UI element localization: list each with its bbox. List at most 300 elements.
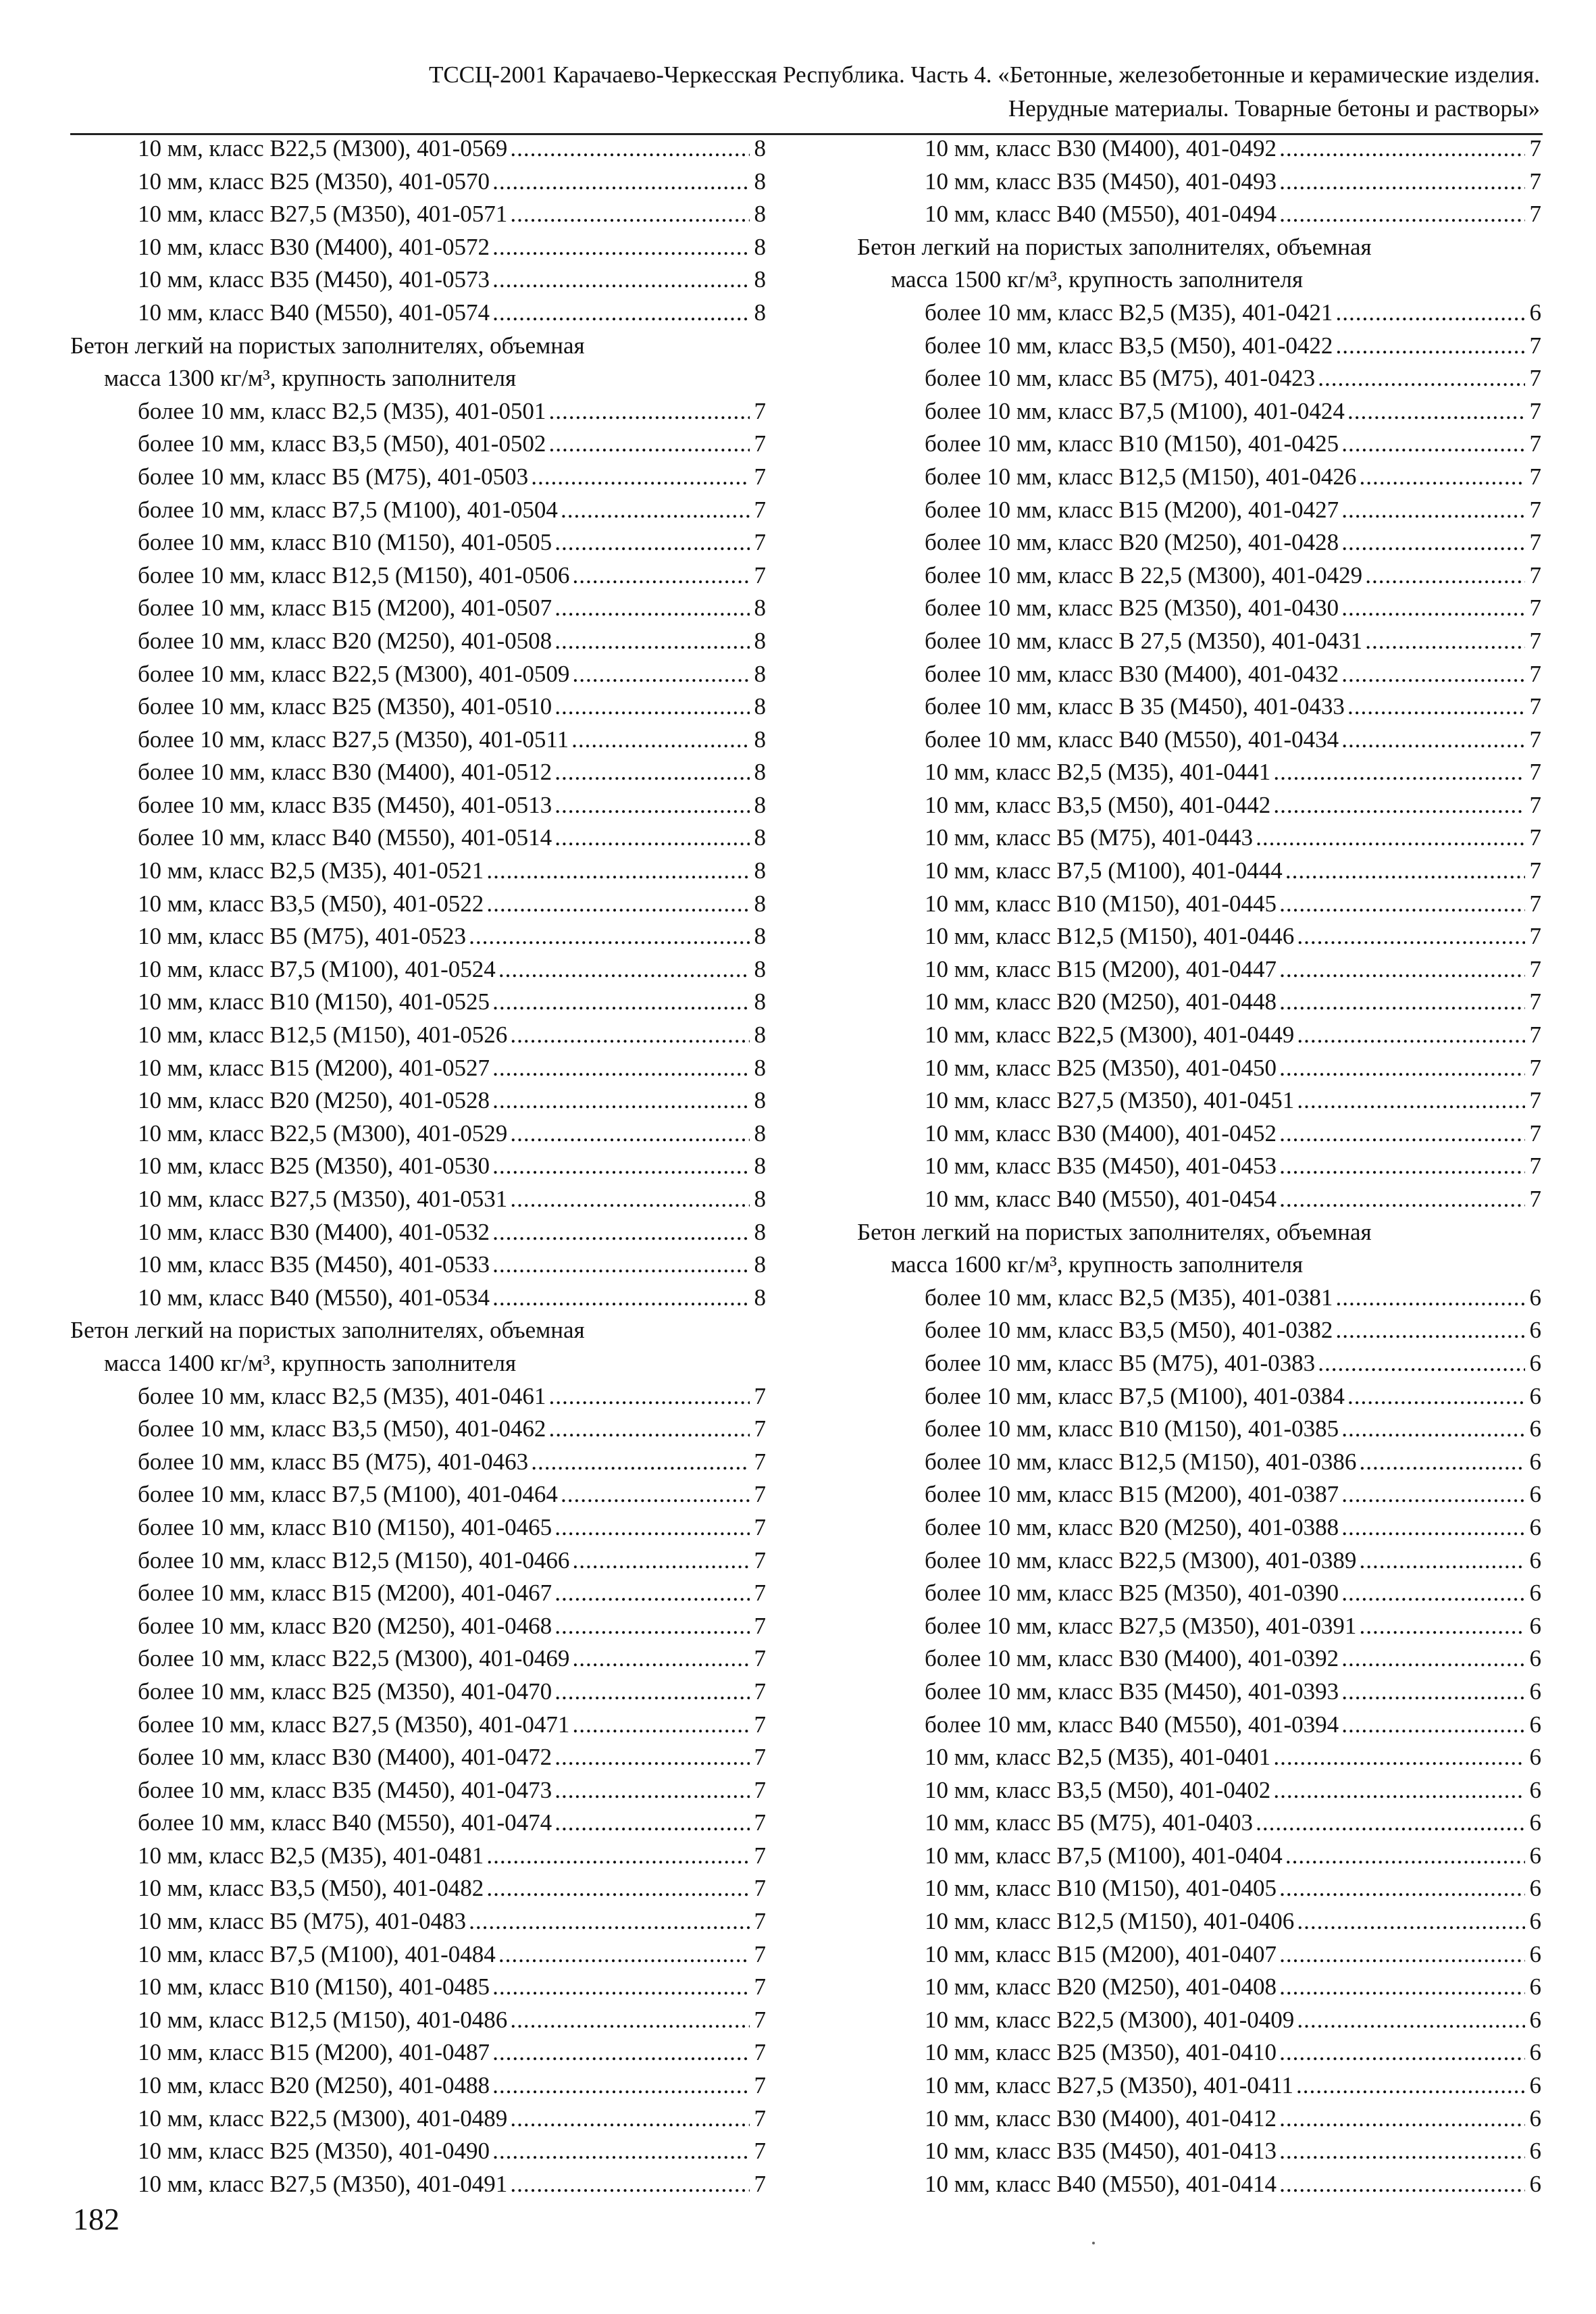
index-entry: [70, 1774, 766, 1807]
dot-leader: [555, 625, 750, 658]
entry-page-number: 7: [1529, 923, 1541, 950]
entry-text: более 10 мм, класс В15 (М200), 401-0507: [138, 595, 552, 622]
entry-page-number: 7: [1529, 529, 1541, 556]
index-entry: [857, 1150, 1541, 1183]
section-heading-continuation: [857, 1249, 1541, 1282]
dot-leader: [1279, 132, 1525, 166]
entry-text: более 10 мм, класс В30 (М400), 401-0432: [925, 660, 1339, 687]
entry-page-number: 8: [754, 791, 766, 818]
entry-page-number: 6: [1529, 1809, 1541, 1836]
index-entry: [70, 1872, 766, 1905]
entry-page-number: 6: [1529, 1580, 1541, 1607]
entry-page-number: 7: [754, 2138, 766, 2165]
entry-text: более 10 мм, класс В30 (М400), 401-0392: [925, 1645, 1339, 1672]
entry-text: более 10 мм, класс В10 (М150), 401-0385: [925, 1415, 1339, 1442]
index-entry: [70, 756, 766, 789]
dot-leader: [486, 1872, 750, 1905]
dot-leader: [469, 1905, 750, 1938]
entry-text: более 10 мм, класс В10 (М150), 401-0465: [138, 1513, 552, 1540]
entry-text: 10 мм, класс В30 (М400), 401-0492: [925, 135, 1277, 161]
dot-leader: [1341, 592, 1525, 625]
heading-text: Бетон легкий на пористых заполнителях, объемная: [70, 332, 585, 359]
entry-page-number: 6: [1529, 1711, 1541, 1738]
dot-leader: [1297, 1905, 1525, 1938]
entry-page-number: 8: [754, 955, 766, 982]
index-entry: [70, 1216, 766, 1249]
entry-text: более 10 мм, класс В12,5 (М150), 401-0466: [138, 1546, 570, 1574]
index-entry: [70, 986, 766, 1019]
index-entry: [857, 1314, 1541, 1347]
dot-leader: [555, 1577, 750, 1610]
dot-leader: [1279, 1872, 1525, 1905]
entry-text: более 10 мм, класс В22,5 (М300), 401-0469: [138, 1645, 570, 1672]
index-entry: [70, 395, 766, 428]
entry-page-number: 6: [1529, 1875, 1541, 1902]
dot-leader: [1297, 1019, 1525, 1052]
dot-leader: [492, 2069, 750, 2103]
dot-leader: [555, 1511, 750, 1544]
entry-page-number: 6: [1529, 1678, 1541, 1705]
index-entry: [857, 166, 1541, 199]
entry-text: более 10 мм, класс В40 (М550), 401-0394: [925, 1711, 1339, 1738]
entry-page-number: 7: [1529, 1120, 1541, 1147]
entry-page-number: 7: [754, 529, 766, 556]
index-entry: [857, 132, 1541, 166]
entry-text: более 10 мм, класс В27,5 (М350), 401-0391: [925, 1612, 1357, 1639]
section-heading: [857, 231, 1541, 264]
entry-page-number: 8: [754, 1251, 766, 1278]
index-entry: [70, 592, 766, 625]
entry-page-number: 7: [1529, 430, 1541, 457]
index-entry: [857, 461, 1541, 494]
index-entry: [857, 855, 1541, 888]
entry-text: 10 мм, класс В27,5 (М350), 401-0571: [138, 201, 508, 228]
dot-leader: [1273, 1774, 1525, 1807]
entry-page-number: 7: [1529, 168, 1541, 195]
entry-page-number: 8: [754, 1054, 766, 1081]
index-entry: [70, 494, 766, 527]
index-entry: [857, 1019, 1541, 1052]
index-entry: [70, 297, 766, 330]
entry-page-number: 8: [754, 135, 766, 161]
section-heading: [70, 1314, 766, 1347]
entry-text: 10 мм, класс В27,5 (М350), 401-0491: [138, 2170, 508, 2197]
entry-page-number: 6: [1529, 2138, 1541, 2165]
dot-leader: [492, 2135, 750, 2168]
entry-page-number: 7: [754, 1645, 766, 1672]
entry-page-number: 7: [1529, 988, 1541, 1015]
dot-leader: [1347, 395, 1525, 428]
dot-leader: [572, 559, 750, 593]
heading-text: Бетон легкий на пористых заполнителях, объемная: [70, 1317, 585, 1344]
entry-page-number: 8: [754, 660, 766, 687]
index-entry: [70, 822, 766, 855]
entry-text: более 10 мм, класс В2,5 (М35), 401-0421: [925, 299, 1333, 326]
index-entry: [70, 1511, 766, 1544]
dot-leader: [1279, 1117, 1525, 1151]
entry-text: 10 мм, класс В10 (М150), 401-0485: [138, 1973, 490, 2001]
entry-text: 10 мм, класс В40 (М550), 401-0534: [138, 1284, 490, 1311]
index-entry: [857, 1511, 1541, 1544]
index-entry: [70, 2168, 766, 2201]
entry-page-number: 8: [754, 857, 766, 884]
entry-page-number: 6: [1529, 1940, 1541, 1967]
entry-page-number: 7: [754, 1513, 766, 1540]
entry-page-number: 7: [1529, 135, 1541, 161]
entry-page-number: 8: [754, 988, 766, 1015]
scan-speck: [1092, 2242, 1095, 2244]
dot-leader: [555, 592, 750, 625]
entry-text: 10 мм, класс В27,5 (М350), 401-0531: [138, 1186, 508, 1212]
entry-page-number: 7: [1529, 660, 1541, 687]
entry-page-number: 8: [754, 890, 766, 917]
entry-page-number: 7: [754, 1875, 766, 1902]
entry-page-number: 7: [1529, 201, 1541, 228]
entry-text: 10 мм, класс В35 (М450), 401-0453: [925, 1153, 1277, 1180]
entry-text: более 10 мм, класс В10 (М150), 401-0505: [138, 529, 552, 556]
page-number: 182: [73, 2202, 120, 2236]
entry-text: более 10 мм, класс В35 (М450), 401-0393: [925, 1678, 1339, 1705]
entry-page-number: 8: [754, 1087, 766, 1114]
entry-text: более 10 мм, класс В3,5 (М50), 401-0462: [138, 1415, 546, 1442]
dot-leader: [510, 198, 750, 231]
dot-leader: [1347, 1380, 1525, 1413]
entry-text: 10 мм, класс В10 (М150), 401-0525: [138, 988, 490, 1015]
entry-page-number: 8: [754, 759, 766, 786]
dot-leader: [1347, 690, 1525, 724]
entry-page-number: 7: [1529, 365, 1541, 392]
index-entry: [70, 1642, 766, 1676]
entry-text: 10 мм, класс В25 (М350), 401-0570: [138, 168, 490, 195]
entry-text: 10 мм, класс В7,5 (М100), 401-0524: [138, 955, 496, 982]
index-entry: [70, 1478, 766, 1511]
entry-page-number: 6: [1529, 1481, 1541, 1508]
index-entry: [70, 1117, 766, 1151]
entry-page-number: 7: [754, 2039, 766, 2066]
dot-leader: [1279, 166, 1525, 199]
entry-text: более 10 мм, класс В5 (М75), 401-0503: [138, 463, 529, 490]
dot-leader: [1297, 1084, 1525, 1117]
entry-text: более 10 мм, класс В20 (М250), 401-0468: [138, 1612, 552, 1639]
index-entry: [857, 1840, 1541, 1873]
index-entry: [857, 1676, 1541, 1709]
entry-page-number: 7: [754, 463, 766, 490]
dot-leader: [1359, 1544, 1525, 1578]
index-entry: [857, 1807, 1541, 1840]
entry-text: более 10 мм, класс В5 (М75), 401-0383: [925, 1349, 1316, 1376]
entry-text: более 10 мм, класс В22,5 (М300), 401-0509: [138, 660, 570, 687]
entry-text: более 10 мм, класс В12,5 (М150), 401-0426: [925, 463, 1357, 490]
entry-page-number: 7: [1529, 595, 1541, 622]
dot-leader: [498, 1938, 750, 1971]
entry-text: 10 мм, класс В15 (М200), 401-0407: [925, 1940, 1277, 1967]
entry-page-number: 7: [754, 1481, 766, 1508]
entry-text: 10 мм, класс В20 (М250), 401-0528: [138, 1087, 490, 1114]
index-entry: [857, 1282, 1541, 1315]
entry-page-number: 6: [1529, 1908, 1541, 1935]
index-entry: [857, 822, 1541, 855]
entry-text: 10 мм, класс В30 (М400), 401-0572: [138, 233, 490, 260]
index-entry: [70, 2103, 766, 2136]
entry-page-number: 7: [1529, 1022, 1541, 1049]
entry-page-number: 7: [1529, 759, 1541, 786]
entry-text: 10 мм, класс В2,5 (М35), 401-0401: [925, 1744, 1271, 1771]
index-entry: [857, 1577, 1541, 1610]
entry-page-number: 7: [754, 430, 766, 457]
entry-text: более 10 мм, класс В7,5 (М100), 401-0424: [925, 397, 1345, 424]
entry-page-number: 7: [754, 2072, 766, 2099]
index-entry: [70, 2036, 766, 2069]
dot-leader: [1341, 428, 1525, 461]
index-entry: [70, 132, 766, 166]
dot-leader: [469, 920, 750, 953]
entry-text: 10 мм, класс В22,5 (М300), 401-0409: [925, 2006, 1295, 2033]
dot-leader: [1341, 1577, 1525, 1610]
dot-leader: [1341, 658, 1525, 691]
dot-leader: [1279, 1183, 1525, 1216]
entry-page-number: 7: [1529, 561, 1541, 588]
dot-leader: [555, 789, 750, 822]
entry-text: более 10 мм, класс В3,5 (М50), 401-0382: [925, 1317, 1333, 1344]
entry-text: 10 мм, класс В7,5 (М100), 401-0444: [925, 857, 1283, 884]
index-entry: [70, 1840, 766, 1873]
dot-leader: [492, 986, 750, 1019]
entry-text: более 10 мм, класс В12,5 (М150), 401-0506: [138, 561, 570, 588]
dot-leader: [572, 658, 750, 691]
entry-text: более 10 мм, класс В35 (М450), 401-0513: [138, 791, 552, 818]
entry-page-number: 6: [1529, 1284, 1541, 1311]
index-entry: [857, 1709, 1541, 1742]
index-entry: [857, 953, 1541, 986]
dot-leader: [555, 1807, 750, 1840]
entry-text: 10 мм, класс В25 (М350), 401-0530: [138, 1153, 490, 1180]
entry-text: 10 мм, класс В7,5 (М100), 401-0484: [138, 1940, 496, 1967]
dot-leader: [510, 2168, 750, 2201]
dot-leader: [486, 1840, 750, 1873]
entry-text: более 10 мм, класс В7,5 (М100), 401-0504: [138, 496, 558, 523]
dot-leader: [1279, 1150, 1525, 1183]
index-entry: [70, 2004, 766, 2037]
index-entry: [70, 1183, 766, 1216]
entry-text: более 10 мм, класс В20 (М250), 401-0428: [925, 529, 1339, 556]
dot-leader: [1279, 2135, 1525, 2168]
index-entry: [857, 592, 1541, 625]
index-entry: [857, 724, 1541, 757]
entry-text: 10 мм, класс В35 (М450), 401-0413: [925, 2138, 1277, 2165]
entry-page-number: 6: [1529, 2105, 1541, 2132]
heading-text: масса 1500 кг/м³, крупность заполнителя: [891, 266, 1304, 293]
dot-leader: [572, 1642, 750, 1676]
index-entry: [857, 625, 1541, 658]
dot-leader: [555, 526, 750, 559]
entry-text: более 10 мм, класс В27,5 (М350), 401-0511: [138, 726, 569, 753]
dot-leader: [548, 1380, 750, 1413]
dot-leader: [1318, 362, 1525, 395]
heading-text: масса 1600 кг/м³, крупность заполнителя: [891, 1251, 1304, 1278]
entry-page-number: 7: [1529, 726, 1541, 753]
entry-text: более 10 мм, класс В7,5 (М100), 401-0384: [925, 1382, 1345, 1409]
entry-page-number: 7: [754, 496, 766, 523]
section-heading: [857, 1216, 1541, 1249]
dot-leader: [486, 888, 750, 921]
index-entry: [857, 2168, 1541, 2201]
dot-leader: [1279, 2103, 1525, 2136]
entry-text: 10 мм, класс В27,5 (М350), 401-0451: [925, 1087, 1295, 1114]
index-entry: [70, 724, 766, 757]
entry-text: более 10 мм, класс В22,5 (М300), 401-0389: [925, 1546, 1357, 1574]
dot-leader: [1341, 526, 1525, 559]
index-entry: [857, 330, 1541, 363]
entry-text: более 10 мм, класс В7,5 (М100), 401-0464: [138, 1481, 558, 1508]
entry-text: 10 мм, класс В10 (М150), 401-0445: [925, 890, 1277, 917]
dot-leader: [492, 1971, 750, 2004]
entry-page-number: 7: [1529, 1087, 1541, 1114]
entry-text: 10 мм, класс В2,5 (М35), 401-0481: [138, 1842, 484, 1869]
index-entry: [857, 2069, 1541, 2103]
section-heading-continuation: [857, 263, 1541, 297]
dot-leader: [548, 395, 750, 428]
entry-text: более 10 мм, класс В20 (М250), 401-0508: [138, 627, 552, 654]
entry-text: более 10 мм, класс В 35 (М450), 401-0433: [925, 693, 1345, 720]
dot-leader: [510, 2004, 750, 2037]
entry-page-number: 7: [754, 561, 766, 588]
index-entry: [70, 1413, 766, 1446]
dot-leader: [1341, 724, 1525, 757]
entry-page-number: 7: [754, 1580, 766, 1607]
entry-text: более 10 мм, класс В2,5 (М35), 401-0381: [925, 1284, 1333, 1311]
entry-page-number: 7: [1529, 857, 1541, 884]
dot-leader: [555, 822, 750, 855]
entry-page-number: 8: [754, 168, 766, 195]
entry-page-number: 7: [754, 1744, 766, 1771]
entry-page-number: 7: [1529, 824, 1541, 851]
entry-page-number: 8: [754, 726, 766, 753]
dot-leader: [492, 1150, 750, 1183]
running-header: [34, 58, 1540, 126]
index-entry: [70, 1905, 766, 1938]
entry-text: более 10 мм, класс В2,5 (М35), 401-0461: [138, 1382, 546, 1409]
entry-page-number: 7: [754, 2170, 766, 2197]
index-entry: [857, 690, 1541, 724]
entry-page-number: 7: [754, 1908, 766, 1935]
index-entry: [857, 920, 1541, 953]
dot-leader: [1273, 1741, 1525, 1774]
index-entry: [857, 1446, 1541, 1479]
dot-leader: [561, 494, 750, 527]
entry-text: 10 мм, класс В22,5 (М300), 401-0569: [138, 135, 508, 161]
dot-leader: [510, 1183, 750, 1216]
dot-leader: [1279, 953, 1525, 986]
entry-text: более 10 мм, класс В20 (М250), 401-0388: [925, 1513, 1339, 1540]
index-entry: [857, 297, 1541, 330]
entry-text: 10 мм, класс В25 (М350), 401-0410: [925, 2039, 1277, 2066]
index-entry: [857, 1642, 1541, 1676]
entry-page-number: 8: [754, 627, 766, 654]
entry-page-number: 8: [754, 1120, 766, 1147]
index-entry: [857, 1610, 1541, 1643]
index-entry: [857, 658, 1541, 691]
entry-text: более 10 мм, класс В40 (М550), 401-0514: [138, 824, 552, 851]
entry-text: 10 мм, класс В30 (М400), 401-0412: [925, 2105, 1277, 2132]
index-entry: [70, 428, 766, 461]
entry-page-number: 7: [1529, 332, 1541, 359]
entry-page-number: 7: [1529, 791, 1541, 818]
dot-leader: [1341, 1642, 1525, 1676]
entry-page-number: 6: [1529, 299, 1541, 326]
dot-leader: [1318, 1347, 1525, 1380]
dot-leader: [510, 2103, 750, 2136]
entry-page-number: 7: [1529, 627, 1541, 654]
entry-page-number: 7: [754, 1612, 766, 1639]
entry-text: 10 мм, класс В15 (М200), 401-0447: [925, 955, 1277, 982]
entry-text: 10 мм, класс В12,5 (М150), 401-0446: [925, 923, 1295, 950]
dot-leader: [1279, 1938, 1525, 1971]
dot-leader: [548, 428, 750, 461]
dot-leader: [1279, 888, 1525, 921]
dot-leader: [1341, 1478, 1525, 1511]
dot-leader: [1365, 559, 1525, 593]
entry-text: более 10 мм, класс В2,5 (М35), 401-0501: [138, 397, 546, 424]
index-entry: [857, 1084, 1541, 1117]
index-entry: [857, 362, 1541, 395]
entry-text: более 10 мм, класс В15 (М200), 401-0387: [925, 1481, 1339, 1508]
dot-leader: [1341, 1511, 1525, 1544]
index-entry: [70, 1610, 766, 1643]
dot-leader: [1279, 1971, 1525, 2004]
entry-page-number: 8: [754, 1218, 766, 1245]
entry-text: более 10 мм, класс В10 (М150), 401-0425: [925, 430, 1339, 457]
entry-page-number: 7: [1529, 397, 1541, 424]
entry-text: 10 мм, класс В3,5 (М50), 401-0522: [138, 890, 484, 917]
index-entry: [70, 789, 766, 822]
dot-leader: [492, 263, 750, 297]
dot-leader: [510, 1019, 750, 1052]
index-entry: [70, 1971, 766, 2004]
index-entry: [70, 2069, 766, 2103]
entry-text: более 10 мм, класс В5 (М75), 401-0463: [138, 1448, 529, 1475]
index-entry: [857, 1872, 1541, 1905]
entry-text: более 10 мм, класс В12,5 (М150), 401-0386: [925, 1448, 1357, 1475]
entry-page-number: 6: [1529, 1612, 1541, 1639]
entry-text: 10 мм, класс В25 (М350), 401-0490: [138, 2138, 490, 2165]
index-entry: [70, 198, 766, 231]
index-entry: [857, 559, 1541, 593]
entry-page-number: 7: [754, 2006, 766, 2033]
dot-leader: [492, 231, 750, 264]
index-entry: [70, 1807, 766, 1840]
dot-leader: [572, 1544, 750, 1578]
entry-text: более 10 мм, класс В25 (М350), 401-0470: [138, 1678, 552, 1705]
index-column-right: [857, 132, 1541, 2200]
index-entry: [70, 1446, 766, 1479]
index-entry: [70, 1577, 766, 1610]
entry-page-number: 7: [754, 2105, 766, 2132]
entry-page-number: 7: [1529, 693, 1541, 720]
index-entry: [70, 953, 766, 986]
dot-leader: [1341, 1709, 1525, 1742]
dot-leader: [1365, 625, 1525, 658]
dot-leader: [1341, 494, 1525, 527]
dot-leader: [492, 297, 750, 330]
entry-page-number: 7: [754, 397, 766, 424]
entry-page-number: 8: [754, 1153, 766, 1180]
index-entry: [857, 2004, 1541, 2037]
entry-page-number: 7: [1529, 1153, 1541, 1180]
entry-text: 10 мм, класс В12,5 (М150), 401-0526: [138, 1022, 508, 1049]
index-entry: [70, 1380, 766, 1413]
entry-text: 10 мм, класс В5 (М75), 401-0403: [925, 1809, 1254, 1836]
dot-leader: [555, 1610, 750, 1643]
